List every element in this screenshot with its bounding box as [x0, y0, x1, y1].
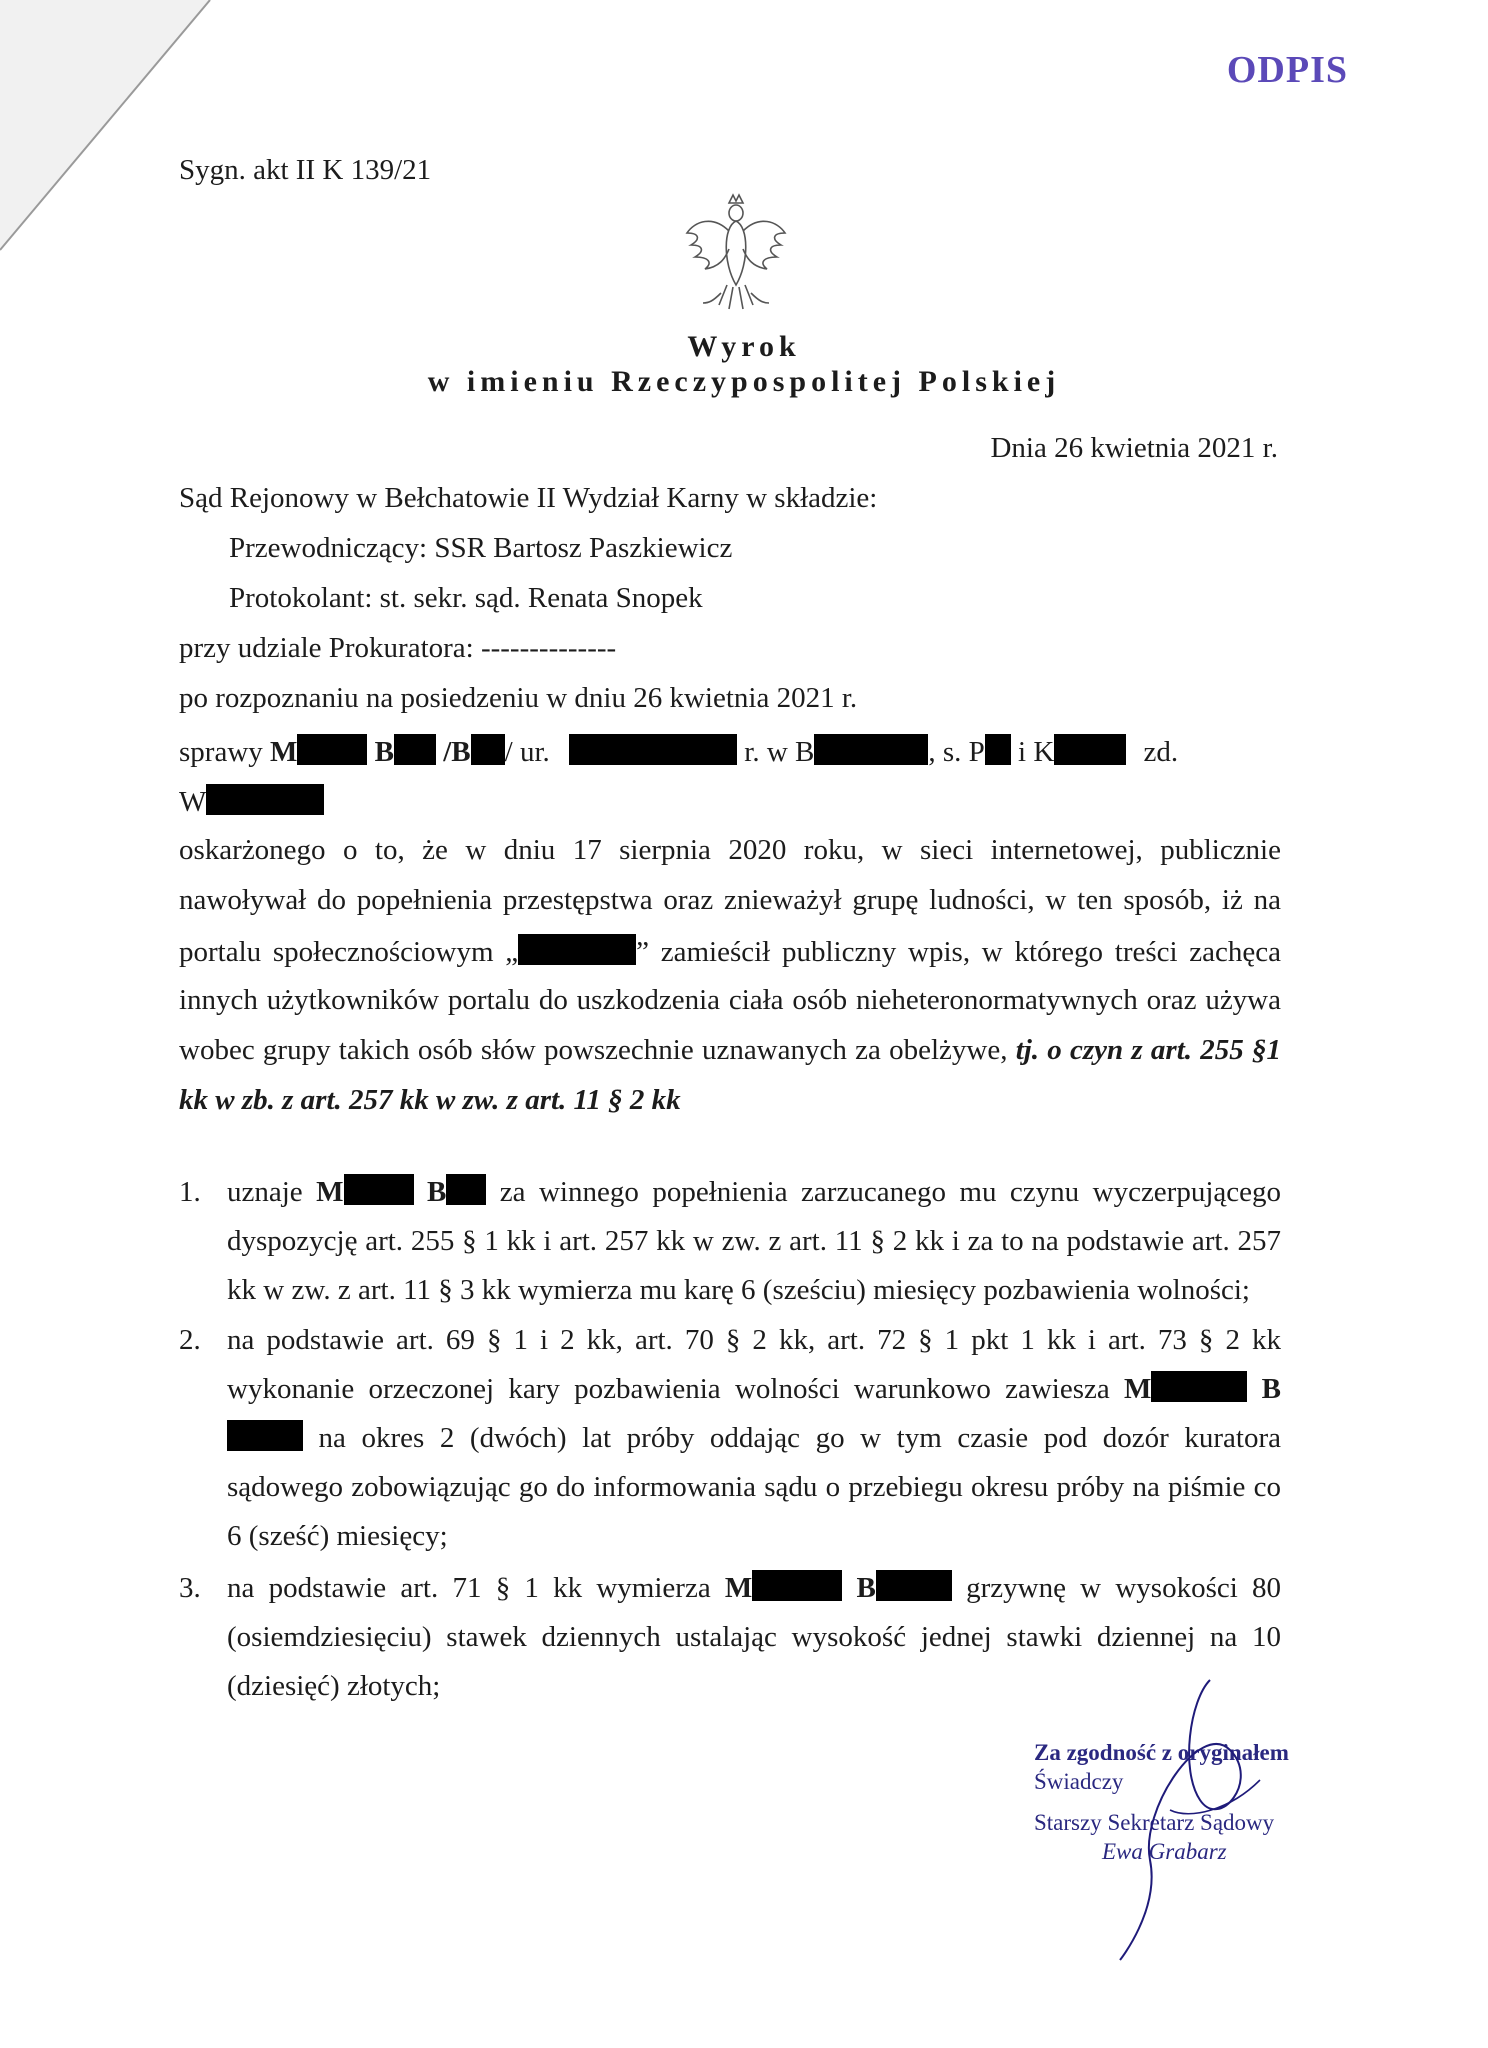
maiden-label: zd.: [1143, 736, 1179, 768]
charge-line-3: portalu społecznościowym „ ” zamieścił publiczny wpis, w którego treści zachęca: [179, 936, 1282, 968]
redaction-block: [227, 1420, 303, 1451]
redaction-block: [569, 734, 737, 765]
charge-line-5: wobec grupy takich osób słów powszechnie uznawanych za obelżywe, tj. o czyn z art. 255 §1: [179, 1034, 1281, 1066]
redaction-block: [206, 784, 324, 815]
item-number: 1.: [179, 1176, 201, 1208]
maiden-name-line: [179, 784, 324, 819]
redaction-block: [1151, 1371, 1247, 1402]
defendant-line: [179, 734, 1178, 769]
redaction-block: [876, 1570, 952, 1601]
maiden-initial: W: [179, 786, 207, 818]
charge-line-1: oskarżonego o to, że w dniu 17 sierpnia 2020 roku, w sieci internetowej, publicznie: [179, 834, 1281, 866]
certification-line-1: Za zgodność z oryginałem: [1034, 1740, 1289, 1765]
charge-line-4: innych użytkowników portalu do uszkodzenia ciała osób nieheteronormatywnych oraz używa: [179, 984, 1281, 1016]
case-word: sprawy: [179, 736, 263, 768]
charge-legal-basis: tj. o czyn z art. 255 §1: [1015, 1034, 1281, 1066]
judgment-date: Dnia 26 kwietnia 2021 r.: [990, 432, 1278, 464]
father-label: , s. P: [928, 736, 985, 768]
judgment-subtitle: w imieniu Rzeczypospolitej Polskiej: [427, 365, 1061, 398]
redaction-block: [985, 734, 1011, 765]
folded-corner-shadow: [0, 0, 260, 300]
certification-line-3: Starszy Sekretarz Sądowy: [1034, 1810, 1275, 1835]
case-reference: Sygn. akt II K 139/21: [179, 154, 432, 186]
birthplace-label: r. w B: [744, 736, 815, 768]
judgment-title: Wyrok: [687, 330, 801, 363]
court-clerk: Protokolant: st. sekr. sąd. Renata Snopek: [229, 582, 703, 614]
verdict-item-1: 1. uznaje M B za winnego popełnienia zarzucanego mu czynu wyczerpującego dyspozycję art. 255 § 1 kk i art. 257 kk w zw. z art. 11 § 2 kk i za to na podstawie art. 257 kk w zw. z art. 11 § 3 kk wymierza mu karę 6 (sześciu) miesięcy pozbawienia wolności;: [179, 1168, 1281, 1315]
presiding-judge: Przewodniczący: SSR Bartosz Paszkiewicz: [229, 532, 733, 564]
birth-label: / ur.: [504, 736, 550, 768]
redaction-block: [471, 734, 505, 765]
item-number: 3.: [179, 1572, 201, 1604]
charge-line-2: nawoływał do popełnienia przestępstwa oraz znieważył grupę ludności, w ten sposób, iż na: [179, 884, 1281, 916]
defendant-alt-initial: /B: [443, 736, 471, 768]
certification-line-4: Ewa Grabarz: [1102, 1839, 1227, 1864]
hearing-line: po rozpoznaniu na posiedzeniu w dniu 26 kwietnia 2021 r.: [179, 682, 858, 714]
item-number: 2.: [179, 1324, 201, 1356]
handwritten-signature: [1060, 1660, 1320, 1970]
redaction-block: [814, 734, 928, 765]
copy-stamp: ODPIS: [1226, 49, 1348, 91]
redaction-block: [1054, 734, 1126, 765]
prosecutor-line: przy udziale Prokuratora: --------------: [179, 632, 617, 664]
defendant-initial-m: M: [270, 736, 298, 768]
redaction-block: [446, 1174, 486, 1205]
redaction-block: [297, 734, 367, 765]
defendant-initial-b: B: [374, 736, 394, 768]
redaction-block: [394, 734, 436, 765]
verdict-item-3: 3. na podstawie art. 71 § 1 kk wymierza M B grzywnę w wysokości 80 (osiemdziesięciu) stawek dziennych ustalając wysokość jednej stawki dziennej na 10 (dziesięć) złotych;: [179, 1564, 1281, 1711]
mother-label: i K: [1018, 736, 1055, 768]
eagle-emblem-icon: [683, 193, 789, 318]
verdict-item-2: 2. na podstawie art. 69 § 1 i 2 kk, art. 70 § 2 kk, art. 72 § 1 pkt 1 kk i art. 73 § 2 kk wykonanie orzeczonej kary pozbawienia wolności warunkowo zawiesza M B na okres 2 (dwóch) lat próby oddając go w tym czasie pod dozór kuratora sądowego zobowiązując go do informowania sądu o przebiegu okresu próby na piśmie co 6 (sześć) miesięcy;: [179, 1316, 1281, 1561]
certification-line-2: Świadczy: [1034, 1769, 1124, 1794]
redaction-block: [518, 934, 636, 965]
redaction-block: [752, 1570, 842, 1601]
court-composition: Sąd Rejonowy w Bełchatowie II Wydział Karny w składzie:: [179, 482, 878, 514]
charge-line-6: kk w zb. z art. 257 kk w zw. z art. 11 § 2 kk: [179, 1084, 681, 1116]
redaction-block: [344, 1174, 414, 1205]
